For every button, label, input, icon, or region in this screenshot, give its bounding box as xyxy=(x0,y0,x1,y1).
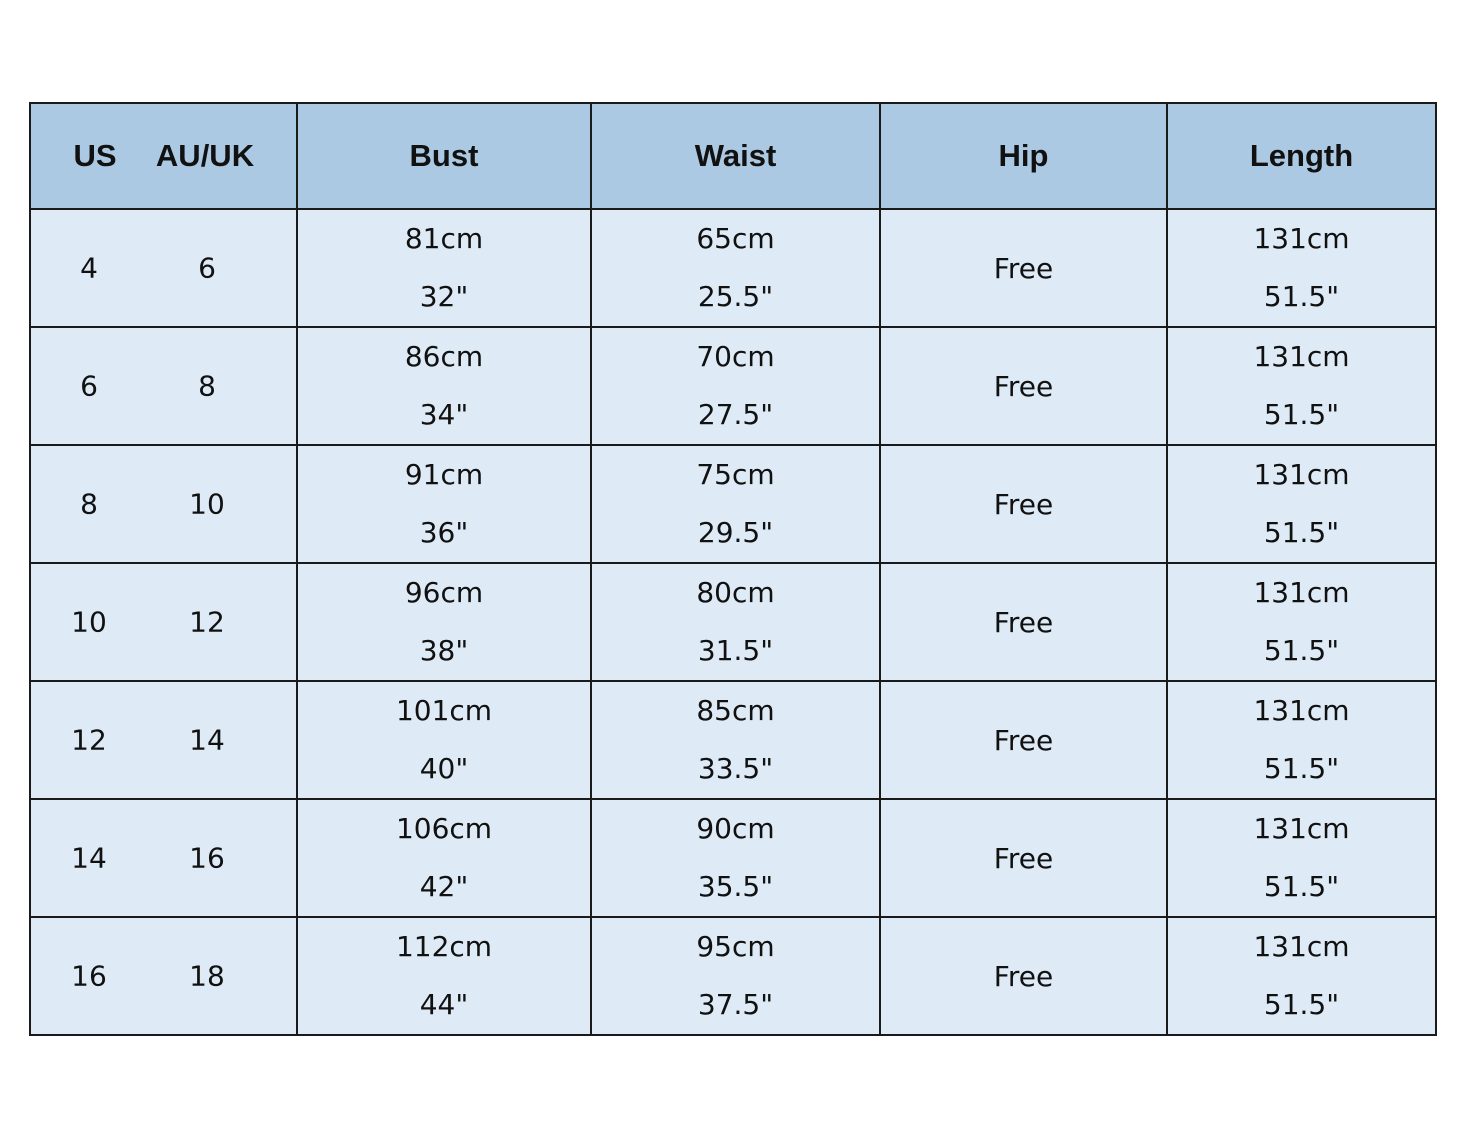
length-cell xyxy=(1167,799,1436,917)
length-cm: 131cm xyxy=(1253,694,1350,727)
length-cell xyxy=(1167,327,1436,445)
header-size xyxy=(30,103,297,209)
waist-cell xyxy=(591,209,880,327)
waist-cm: 90cm xyxy=(696,812,775,845)
waist-cm: 65cm xyxy=(696,222,775,255)
bust-cell xyxy=(297,681,591,799)
au-uk-size: 6 xyxy=(198,251,216,285)
size-cell xyxy=(30,799,297,917)
waist-cell xyxy=(591,563,880,681)
bust-cm: 81cm xyxy=(404,222,484,255)
bust-cm: 101cm xyxy=(395,694,493,727)
waist-cm: 85cm xyxy=(696,694,775,727)
au-uk-size: 12 xyxy=(189,605,225,639)
hip-cell: Free xyxy=(880,681,1167,799)
header-hip: Hip xyxy=(880,103,1167,209)
bust-cell xyxy=(297,563,591,681)
length-in: 51.5" xyxy=(1263,280,1340,313)
bust-cm: 86cm xyxy=(404,340,484,373)
length-in: 51.5" xyxy=(1263,398,1340,431)
header-length: Length xyxy=(1167,103,1436,209)
length-cell xyxy=(1167,445,1436,563)
table-row xyxy=(30,563,1436,681)
length-in: 51.5" xyxy=(1263,634,1340,667)
bust-in: 44" xyxy=(419,988,469,1021)
table-row xyxy=(30,917,1436,1035)
us-size: 10 xyxy=(71,605,107,639)
header-us: US xyxy=(73,138,117,173)
bust-cm: 112cm xyxy=(395,930,493,963)
size-cell xyxy=(30,209,297,327)
au-uk-size: 10 xyxy=(189,487,225,521)
length-cm: 131cm xyxy=(1253,812,1350,845)
bust-in: 40" xyxy=(419,752,469,785)
waist-in: 27.5" xyxy=(697,398,774,431)
waist-cm: 95cm xyxy=(696,930,775,963)
au-uk-size: 16 xyxy=(189,841,225,875)
length-in: 51.5" xyxy=(1263,988,1340,1021)
header-bust: Bust xyxy=(297,103,591,209)
bust-in: 36" xyxy=(419,516,469,549)
bust-cell xyxy=(297,209,591,327)
waist-cell xyxy=(591,327,880,445)
table-row xyxy=(30,445,1436,563)
length-cm: 131cm xyxy=(1253,458,1350,491)
waist-cm: 70cm xyxy=(696,340,775,373)
length-cell xyxy=(1167,681,1436,799)
size-cell xyxy=(30,327,297,445)
bust-cell xyxy=(297,327,591,445)
table-row xyxy=(30,327,1436,445)
waist-cm: 80cm xyxy=(696,576,775,609)
length-cell xyxy=(1167,209,1436,327)
size-cell xyxy=(30,917,297,1035)
header-au-uk: AU/UK xyxy=(155,138,255,173)
bust-in: 32" xyxy=(419,280,469,313)
au-uk-size: 8 xyxy=(198,369,216,403)
hip-cell: Free xyxy=(880,563,1167,681)
us-size: 6 xyxy=(80,369,98,403)
hip-cell: Free xyxy=(880,327,1167,445)
table-row xyxy=(30,799,1436,917)
waist-in: 37.5" xyxy=(697,988,774,1021)
au-uk-size: 14 xyxy=(189,723,225,757)
hip-cell: Free xyxy=(880,209,1167,327)
waist-cm: 75cm xyxy=(696,458,775,491)
waist-in: 29.5" xyxy=(697,516,774,549)
us-size: 16 xyxy=(71,959,107,993)
header-waist: Waist xyxy=(591,103,880,209)
waist-in: 35.5" xyxy=(697,870,774,903)
size-cell xyxy=(30,445,297,563)
length-cm: 131cm xyxy=(1253,930,1350,963)
header-row xyxy=(30,103,1436,209)
bust-cell xyxy=(297,799,591,917)
us-size: 14 xyxy=(71,841,107,875)
waist-cell xyxy=(591,799,880,917)
size-cell xyxy=(30,563,297,681)
length-cm: 131cm xyxy=(1253,222,1350,255)
us-size: 4 xyxy=(80,251,98,285)
length-cm: 131cm xyxy=(1253,340,1350,373)
table-row xyxy=(30,209,1436,327)
size-chart-table xyxy=(29,102,1437,1036)
size-cell xyxy=(30,681,297,799)
length-in: 51.5" xyxy=(1263,516,1340,549)
waist-in: 25.5" xyxy=(697,280,774,313)
hip-cell: Free xyxy=(880,917,1167,1035)
us-size: 12 xyxy=(71,723,107,757)
length-cm: 131cm xyxy=(1253,576,1350,609)
waist-cell xyxy=(591,681,880,799)
waist-in: 31.5" xyxy=(697,634,774,667)
us-size: 8 xyxy=(80,487,98,521)
length-cell xyxy=(1167,563,1436,681)
hip-cell: Free xyxy=(880,445,1167,563)
bust-cm: 96cm xyxy=(404,576,484,609)
bust-cm: 91cm xyxy=(404,458,484,491)
au-uk-size: 18 xyxy=(189,959,225,993)
length-cell xyxy=(1167,917,1436,1035)
length-in: 51.5" xyxy=(1263,752,1340,785)
waist-cell xyxy=(591,445,880,563)
bust-in: 42" xyxy=(419,870,469,903)
waist-cell xyxy=(591,917,880,1035)
bust-cm: 106cm xyxy=(395,812,493,845)
bust-in: 34" xyxy=(419,398,469,431)
bust-cell xyxy=(297,917,591,1035)
hip-cell: Free xyxy=(880,799,1167,917)
waist-in: 33.5" xyxy=(697,752,774,785)
bust-in: 38" xyxy=(419,634,469,667)
table-row xyxy=(30,681,1436,799)
bust-cell xyxy=(297,445,591,563)
length-in: 51.5" xyxy=(1263,870,1340,903)
